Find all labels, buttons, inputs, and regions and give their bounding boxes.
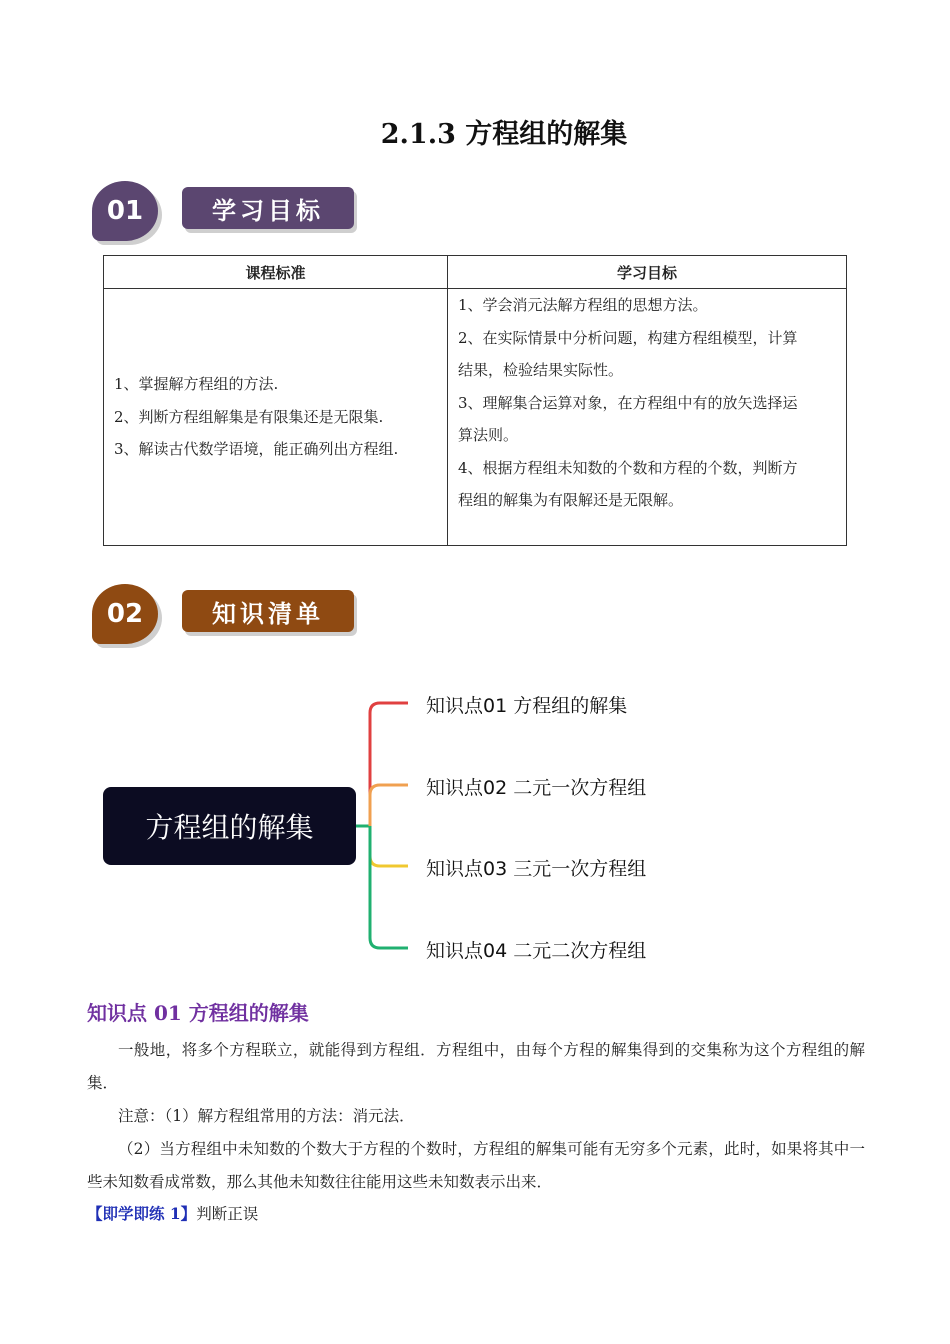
mindmap-branch-label: 知识点03 三元一次方程组 [426,858,647,880]
exercise-line [87,1200,258,1228]
note-paragraph: 注意：（1）解方程组常用的方法：消元法． [118,1107,415,1125]
table-header: 课程标准 [104,256,448,289]
mindmap-center-node: 方程组的解集 [103,787,356,865]
knowledge-paragraph: 一般地，将多个方程联立，就能得到方程组．方程组中，由每个方程的解集得到的交集称为这个方程组的解集． [87,1041,865,1092]
goal-line: 4、根据方程组未知数的个数和方程的个数，判断方 [458,458,798,477]
goal-line: 3、理解集合运算对象，在方程组中有的放矢选择运 [458,393,798,412]
exercise-tag: 【即学即练 1】 [87,1204,197,1223]
mindmap-branch-label: 知识点01 方程组的解集 [426,695,628,717]
goal-line: 结果，检验结果实际性。 [458,361,624,379]
table-header: 学习目标 [448,256,847,289]
section-number-badge: 01 [92,181,158,241]
mindmap-branch-label: 知识点04 二元二次方程组 [426,940,647,962]
goal-line: 程组的解集为有限解还是无限解。 [458,491,684,509]
exercise-text: 判断正误 [196,1205,259,1223]
page-title: 2.1.3 方程组的解集 [380,119,628,150]
section-number-badge: 02 [92,584,158,644]
connector-branch-4 [370,826,408,948]
knowledge-point-heading: 知识点 01 方程组的解集 [87,1001,309,1025]
note-paragraph: （2）当方程组中未知数的个数大于方程的个数时，方程组的解集可能有无穷多个元素，此时，如果将其中一些未知数看成常数，那么其他未知数往往能用这些未知数表示出来． [87,1140,865,1191]
standard-item: 2、判断方程组解集是有限集还是无限集. [114,407,384,426]
goal-line: 算法则。 [458,426,519,444]
standard-item: 1、掌握解方程组的方法. [114,375,279,394]
goal-line: 1、学会消元法解方程组的思想方法。 [458,296,708,314]
section-title-badge: 知识清单 [182,590,354,632]
mindmap-branch-label: 知识点02 二元一次方程组 [426,777,647,799]
connector-branch-3 [370,826,408,866]
goal-line: 2、在实际情景中分析问题，构建方程组模型，计算 [458,328,798,347]
standard-item: 3、解读古代数学语境，能正确列出方程组. [114,440,399,459]
section-title-badge: 学习目标 [182,187,354,229]
connector-branch-2 [370,785,408,826]
connector-branch-1 [370,703,408,826]
